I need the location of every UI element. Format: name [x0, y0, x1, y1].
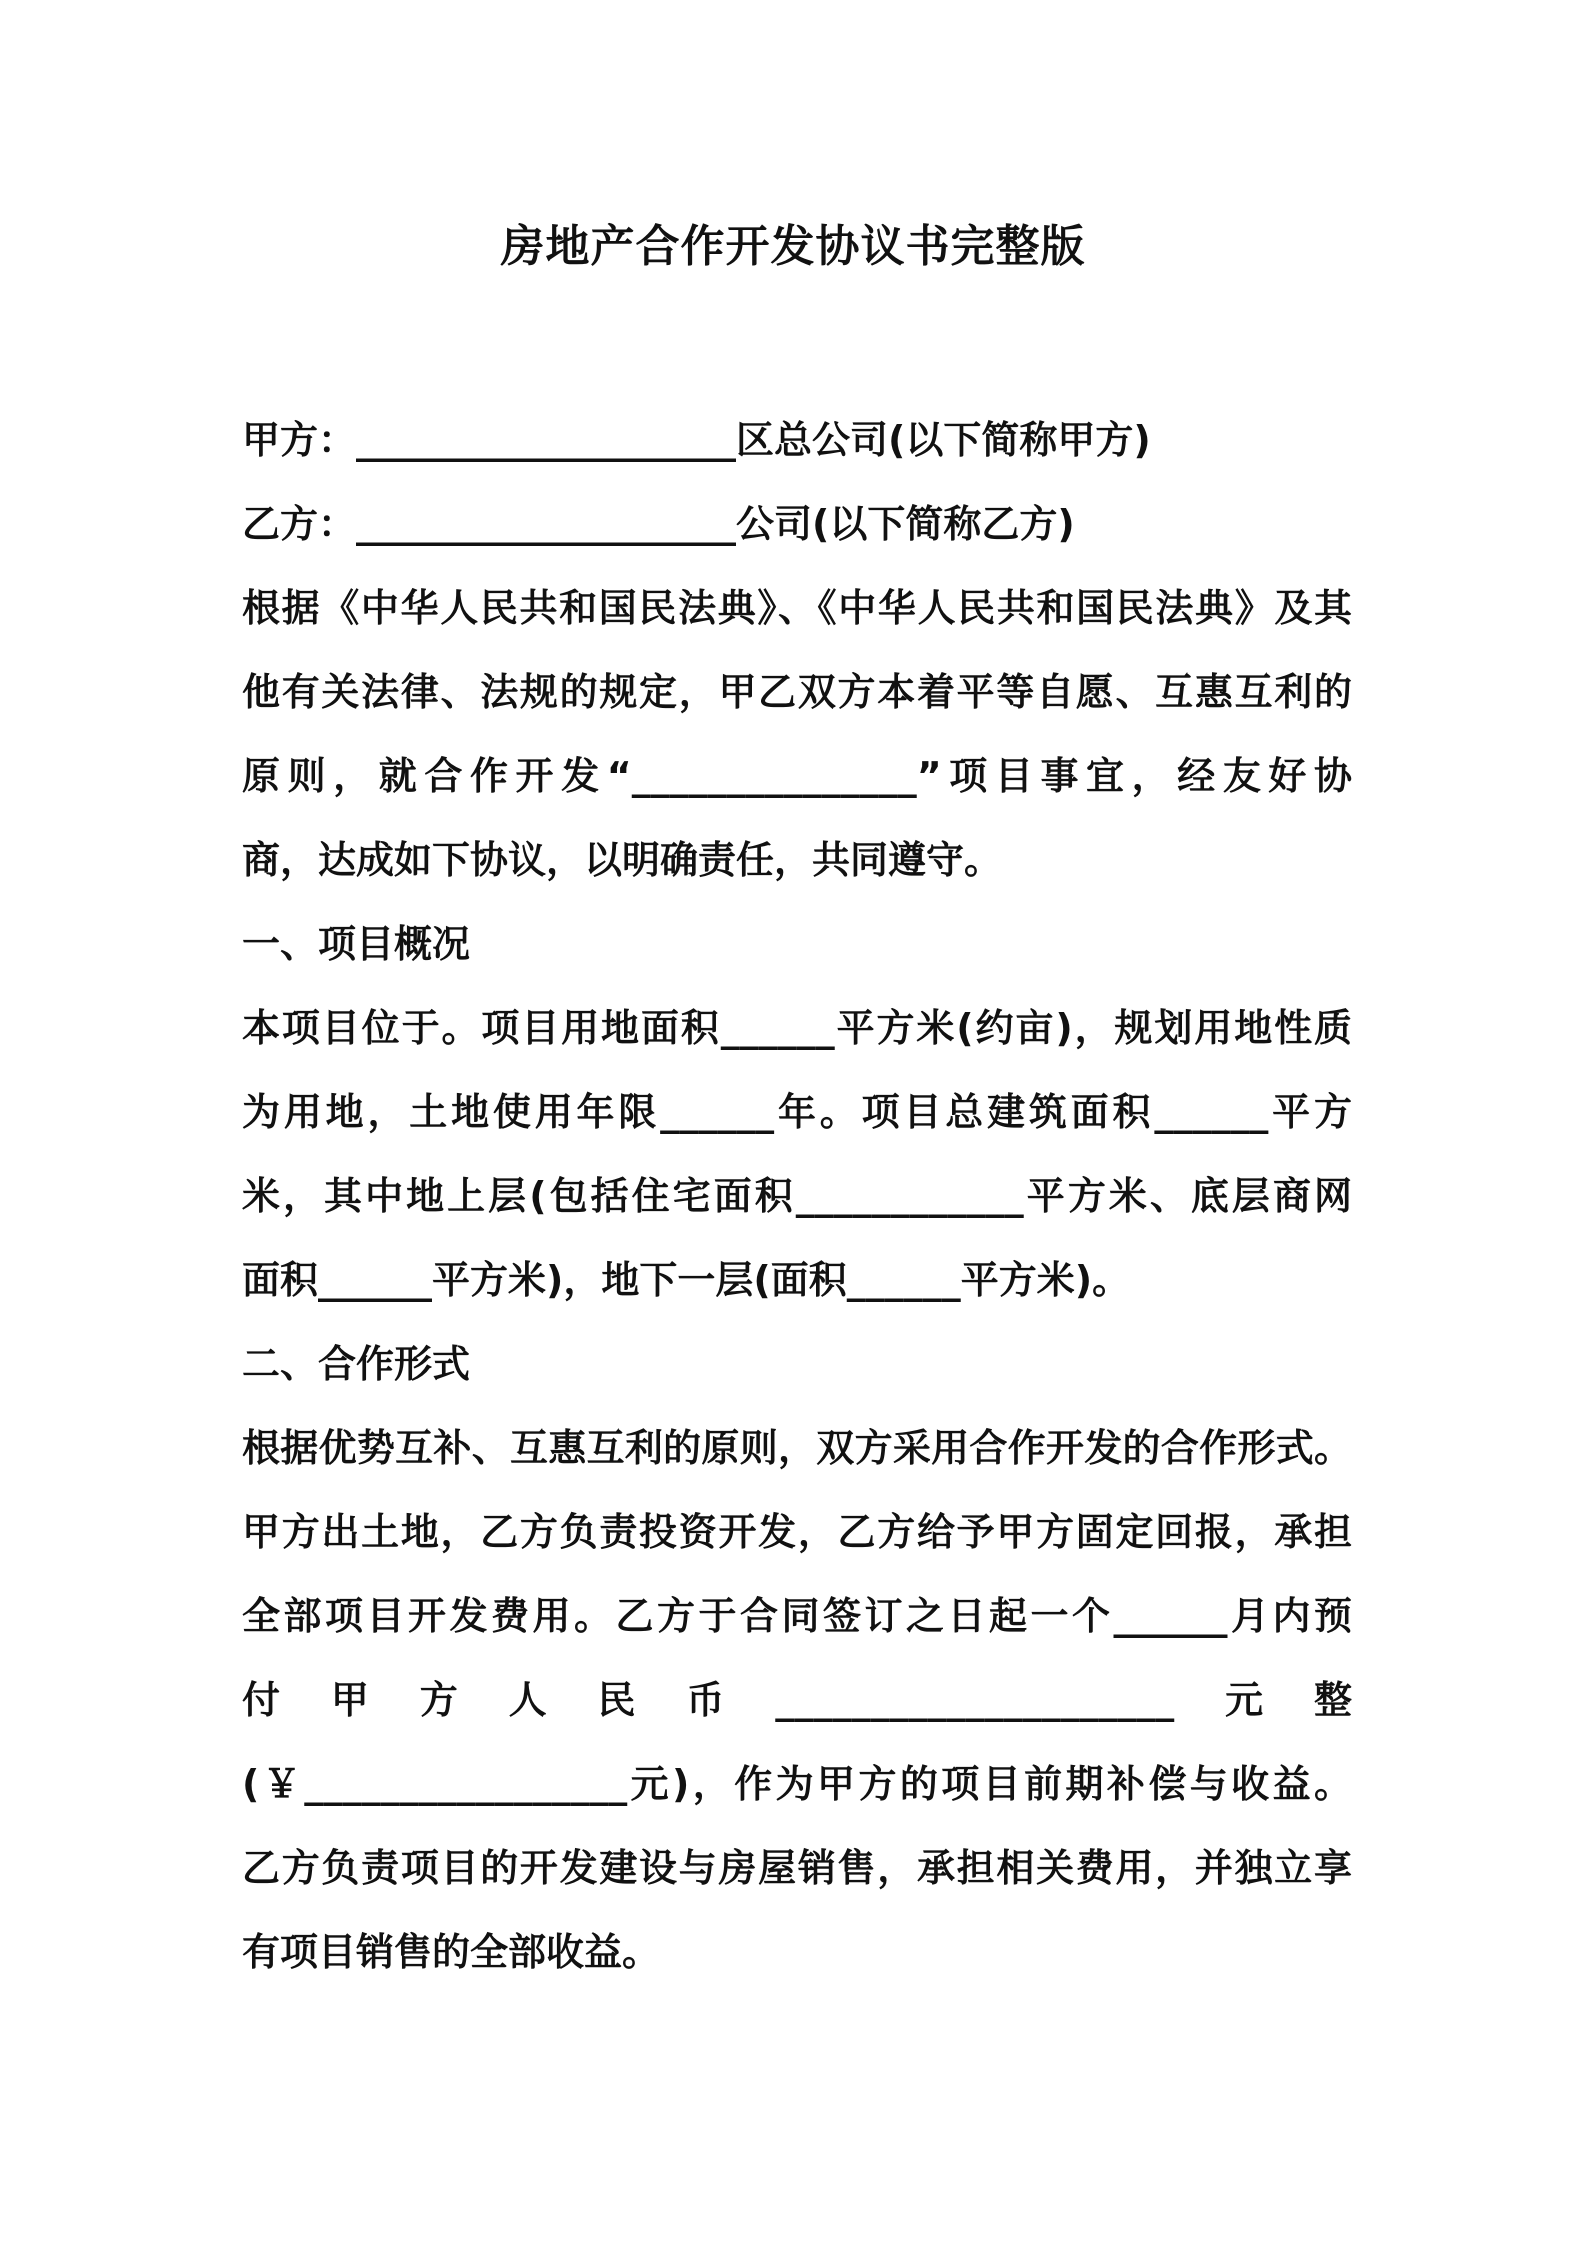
payment-word: 民 [597, 1678, 636, 1722]
payment-word: 元 [1225, 1678, 1264, 1722]
payment-word: 方 [419, 1678, 458, 1722]
paragraph-line: 全部项目开发费用。乙方于合同签订之日起一个______月内预 [242, 1594, 1352, 1638]
document-title: 房地产合作开发协议书完整版 [500, 221, 1086, 272]
paragraph-line: (￥_________________元)，作为甲方的项目前期补偿与收益。 [242, 1762, 1352, 1806]
payment-word: 币 [686, 1678, 725, 1722]
payment-word: 甲 [330, 1678, 369, 1722]
preamble-line: 他有关法律、法规的规定，甲乙双方本着平等自愿、互惠互利的 [242, 670, 1352, 714]
paragraph-line: 根据优势互补、互惠互利的原则，双方采用合作开发的合作形式。 [242, 1426, 1352, 1470]
paragraph-line: 为用地，土地使用年限______年。项目总建筑面积______平方 [242, 1090, 1352, 1134]
paragraph-line: 本项目位于。项目用地面积______平方米(约亩)，规划用地性质 [242, 1006, 1352, 1050]
preamble-line: 商，达成如下协议，以明确责任，共同遵守。 [242, 838, 1003, 882]
paragraph-line: 有项目销售的全部收益。 [242, 1930, 661, 1974]
paragraph-line: 甲方出土地，乙方负责投资开发，乙方给予甲方固定回报，承担 [242, 1510, 1352, 1554]
paragraph-line: 面积______平方米)，地下一层(面积______平方米)。 [242, 1258, 1131, 1302]
party-b-line: 乙方：____________________公司(以下简称乙方) [242, 502, 1075, 546]
payment-line [242, 1658, 1352, 1742]
payment-word: 付 [242, 1678, 281, 1722]
preamble-line: 原则，就合作开发“_______________”项目事宜，经友好协 [242, 754, 1352, 798]
payment-word: 整 [1313, 1678, 1352, 1722]
payment-blank: _____________________ [775, 1678, 1175, 1722]
preamble-line: 根据《中华人民共和国民法典》、《中华人民共和国民法典》及其 [242, 586, 1352, 630]
paragraph-line: 米，其中地上层(包括住宅面积____________平方米、底层商网 [242, 1174, 1352, 1218]
payment-word: 人 [508, 1678, 547, 1722]
section-heading: 二、合作形式 [242, 1342, 471, 1386]
section-heading: 一、项目概况 [242, 922, 471, 966]
paragraph-line: 乙方负责项目的开发建设与房屋销售，承担相关费用，并独立享 [242, 1846, 1352, 1890]
party-a-line: 甲方：____________________区总公司(以下简称甲方) [242, 418, 1151, 462]
